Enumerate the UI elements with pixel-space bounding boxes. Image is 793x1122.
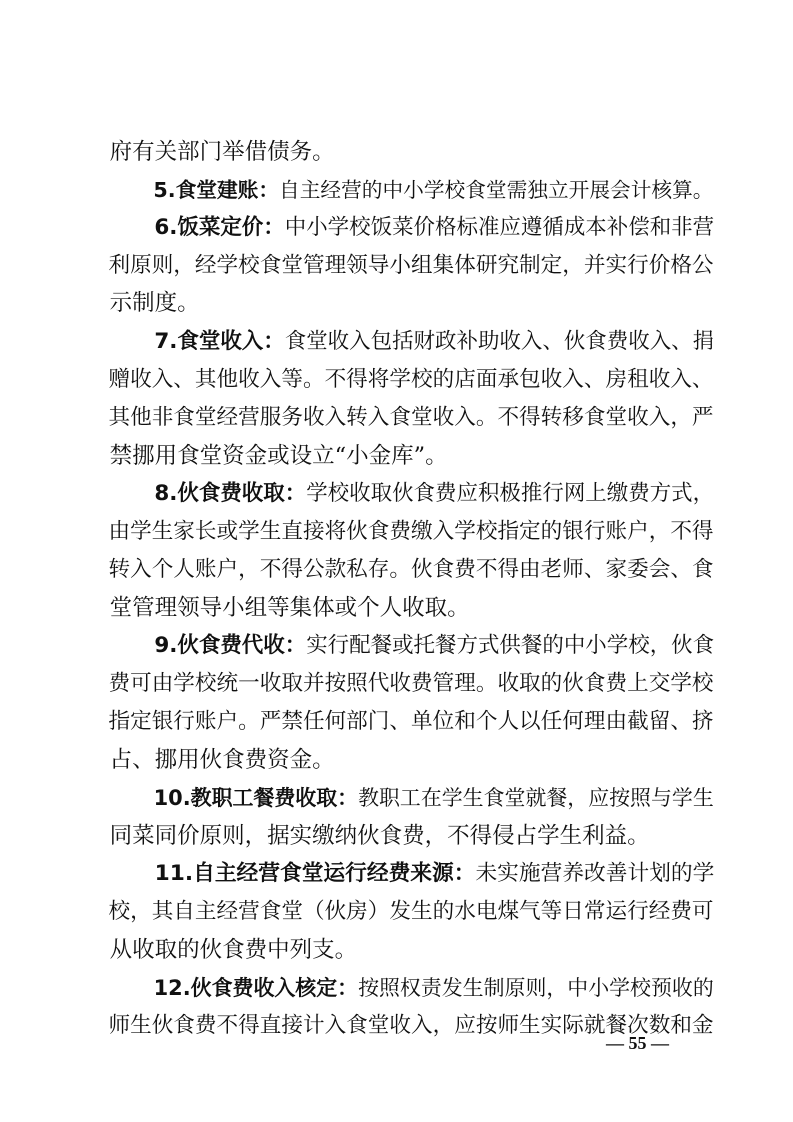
paragraph-text: 学校收取伙食费应积极推行网上缴费方式， — [306, 481, 715, 506]
paragraph-text: 堂管理领导小组等集体或个人收取。 — [109, 595, 470, 621]
text-line — [81, 563, 470, 621]
paragraph-title: 6.饭菜定价： — [154, 215, 285, 240]
text-line — [81, 639, 714, 696]
text-line — [81, 487, 714, 544]
paragraph-title: 11.自主经营食堂运行经费来源： — [154, 861, 476, 886]
paragraph-text: 同菜同价原则，据实缴纳伙食费，不得侵占学生利益。 — [109, 823, 650, 849]
paragraph-text: 赠收入、其他收入等。不得将学校的店面承包收入、房租收入、 — [108, 367, 714, 392]
paragraph-text: 教职工在学生食堂就餐，应按照与学生 — [358, 786, 714, 810]
text-line — [81, 525, 714, 582]
paragraph-text: 利原则，经学校食堂管理领导小组集体研究制定，并实行价格公 — [108, 253, 714, 278]
paragraph-text: 按照权责发生制原则，中小学校预收的 — [358, 976, 714, 1000]
text-line — [81, 981, 714, 1038]
paragraph-text: 师生伙食费不得直接计入食堂收入，应按师生实际就餐次数和金 — [108, 1013, 714, 1038]
paragraph-text: 中小学校饭菜价格标准应遵循成本补偿和非营 — [284, 215, 715, 240]
paragraph-text: 实行配餐或托餐方式供餐的中小学校，伙食 — [306, 633, 715, 658]
paragraph-text: 未实施营养改善计划的学 — [475, 861, 715, 886]
paragraph-text: 禁挪用食堂资金或设立“小金库”。 — [109, 443, 448, 469]
paragraph-title: 12.伙食费收入核定： — [153, 976, 359, 1000]
text-line — [127, 183, 715, 240]
paragraph-text: 府有关部门举借债务。 — [109, 139, 335, 165]
text-line — [81, 335, 714, 392]
paragraph-text: 指定银行账户。严禁任何部门、单位和个人以任何理由截留、挤 — [108, 709, 714, 734]
paragraph-text: 示制度。 — [109, 290, 200, 316]
text-line — [81, 677, 714, 734]
text-line — [81, 107, 335, 165]
paragraph-text: 其他非食堂经营服务收入转入食堂收入。不得转移食堂收入，严 — [108, 405, 714, 430]
text-line — [81, 715, 335, 773]
text-line — [81, 258, 200, 316]
paragraph-title: 9.伙食费代收： — [154, 633, 307, 658]
text-line — [81, 221, 714, 278]
paragraph-text: 自主经营的中小学校食堂需独立开展会计核算。 — [279, 178, 714, 202]
text-line — [81, 411, 448, 469]
paragraph-title: 10.教职工餐费收取： — [153, 786, 359, 810]
paragraph-text: 从收取的伙食费中列支。 — [109, 937, 358, 963]
paragraph-title: 8.伙食费收取： — [154, 481, 307, 506]
text-line — [127, 753, 714, 810]
paragraph-text: 费可由学校统一收取并按照代收费管理。收取的伙食费上交学校 — [108, 671, 714, 696]
text-line — [127, 449, 715, 506]
text-line — [127, 829, 715, 886]
text-line — [81, 373, 714, 430]
paragraph-title: 5.食堂建账： — [153, 178, 280, 202]
paragraph-title: 7.食堂收入： — [154, 329, 285, 354]
paragraph-text: 占、挪用伙食费资金。 — [109, 747, 335, 773]
text-line — [127, 297, 715, 354]
paragraph-text: 由学生家长或学生直接将伙食费缴入学校指定的银行账户，不得 — [108, 519, 714, 544]
text-line — [81, 867, 714, 924]
paragraph-text: 食堂收入包括财政补助收入、伙食费收入、捐 — [284, 329, 715, 354]
text-line — [127, 145, 714, 202]
paragraph-text: 转入个人账户，不得公款私存。伙食费不得由老师、家委会、食 — [108, 557, 714, 582]
text-line — [81, 791, 650, 849]
text-line — [127, 943, 714, 1000]
page-number: — 55 — — [606, 1033, 669, 1053]
paragraph-text: 校，其自主经营食堂（伙房）发生的水电煤气等日常运行经费可 — [108, 899, 714, 924]
text-line — [81, 905, 358, 963]
text-line — [127, 601, 715, 658]
